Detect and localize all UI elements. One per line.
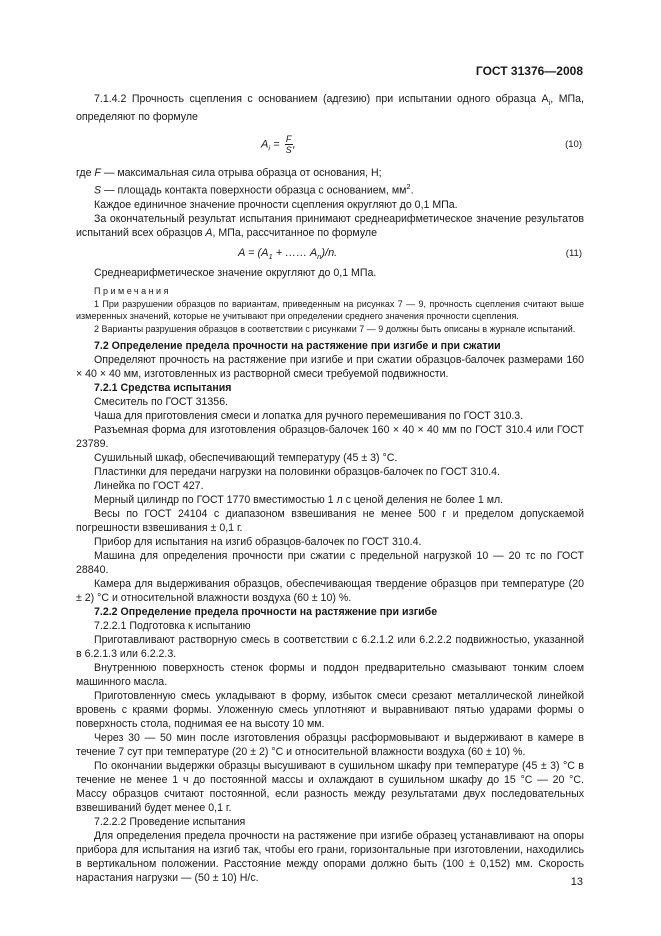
formula-10-number: (10) (565, 139, 582, 151)
rounding-rule: Каждое единичное значение прочности сцепления округляют до 0,1 МПа. (94, 198, 458, 211)
formula-11-number: (11) (565, 247, 582, 259)
definition-f: где F — максимальная сила отрыва образца от основания, Н; (76, 167, 382, 180)
equipment-item: Чаша для приготовления смеси и лопатка для ручного перемешивания по ГОСТ 310.3. (94, 410, 524, 423)
equipment-item: Машина для определения прочности при сжатии с предельной нагрузкой 10 — 20 тс по ГОСТ 28840. (76, 550, 584, 577)
document-body (76, 92, 584, 885)
equipment-item: Весы по ГОСТ 24104 с диапазоном взвешивания не менее 500 г и пределом допускаемой погрешности взвешивания ± 0,1 г. (76, 508, 584, 535)
note-1: 1 При разрушении образцов по вариантам, приведенным на рисунках 7 — 9, прочность сцепления считают выше измеренных значений, которые не учитывают при определении среднего значения прочности сцепления. (76, 298, 584, 322)
section-7-2-intro: Определяют прочность на растяжение при изгибе и при сжатии образцов-балочек размерами 160 × 40 × 40 мм, изготовленных из растворной смеси требуемой подвижности. (76, 354, 584, 381)
preparation-paragraph: Внутреннюю поверхность стенок формы и поддон предварительно смазывают тонким слоем машинного масла. (76, 662, 584, 689)
preparation-paragraph: Приготавливают растворную смесь в соответствии с 6.2.1.2 или 6.2.2.2 подвижностью, указанной в 6.2.1.3 или 6.2.2.3. (76, 634, 584, 661)
section-7-2-2-1-title: 7.2.2.1 Подготовка к испытанию (94, 620, 251, 633)
document-header: ГОСТ 31376—2008 (475, 64, 583, 78)
section-7-2-1-title: 7.2.1 Средства испытания (94, 382, 232, 395)
paragraph-7-1-4-2: 7.1.4.2 Прочность сцепления с основанием (адгезию) при испытании одного образца $A_i$, МПа, определяют по формуле (76, 93, 584, 124)
equipment-item: Сушильный шкаф, обеспечивающий температуру (45 ± 3) °С. (94, 452, 398, 465)
page-number: 13 (570, 876, 583, 888)
section-7-2-title: 7.2 Определение предела прочности на растяжение при изгибе и при сжатии (94, 340, 501, 353)
preparation-paragraph: Через 30 — 50 мин после изготовления образцы расформовывают и выдерживают в камере в течение 7 сут при температуре (20 ± 2) °С и относительной влажности воздуха (60 ± 10) %. (76, 732, 584, 759)
formula-10-expression: $A_i$ = $\frac{F}{S}$ , (261, 134, 296, 156)
note-2: 2 Варианты разрушения образцов в соответствии с рисунками 7 — 9 должны быть описаны в журнале испытаний. (94, 323, 576, 334)
equipment-item: Смеситель по ГОСТ 31356. (94, 396, 229, 409)
formula-11-expression: $A = (A_1$ + …… $A_n)/n$. (238, 246, 338, 261)
equipment-item: Мерный цилиндр по ГОСТ 1770 вместимостью 1 л с ценой деления не более 1 мл. (94, 494, 504, 507)
testing-paragraph: Для определения предела прочности на растяжение при изгибе образец устанавливают на опоры прибора для испытания на изгиб так, чтобы его грани, горизонтальные при изготовлении, находились в вертикальном положении. Расстояние между опорами должно быть (100 ± 0,152) мм. Скорость нарастания нагрузки — (50 ± 10) Н/с. (76, 830, 584, 885)
section-7-2-2-title: 7.2.2 Определение предела прочности на растяжение при изгибе (94, 606, 438, 619)
definition-s: S — площадь контакта поверхности образца с основанием, $мм^2$. (94, 182, 414, 197)
formula-10 (76, 128, 584, 162)
formula-11 (76, 244, 584, 262)
equipment-item: Линейка по ГОСТ 427. (94, 480, 204, 493)
equipment-item: Разъемная форма для изготовления образцов-балочек 160 × 40 × 40 мм по ГОСТ 310.4 или ГОСТ 23789. (76, 424, 584, 451)
equipment-item: Пластинки для передачи нагрузки на половинки образцов-балочек по ГОСТ 310.4. (94, 466, 500, 479)
notes-heading: Примечания (94, 285, 171, 296)
final-result-paragraph: За окончательный результат испытания принимают среднеарифметическое значение результатов испытаний всех образцов A, МПа, рассчитанное по формуле (76, 212, 584, 239)
equipment-item: Прибор для испытания на изгиб образцов-балочек по ГОСТ 310.4. (94, 536, 422, 549)
equipment-item: Камера для выдерживания образцов, обеспечивающая твердение образцов при температуре (20 ± 2) °С и относительной влажности воздуха (60 ± 10) %. (76, 578, 584, 605)
preparation-paragraph: По окончании выдержки образцы высушивают в сушильном шкафу при температуре (45 ± 3) °С в течение не менее 1 ч до постоянной массы и охлаждают в сушильном шкафу до 15 °С — 20 °С. Массу образцов считают постоянной, если разность между результатами двух последовательных взвешиваний будет менее 0,1 г. (76, 760, 584, 815)
average-rounding: Среднеарифметическое значение округляют до 0,1 МПа. (94, 266, 377, 279)
preparation-paragraph: Приготовленную смесь укладывают в форму, избыток смеси срезают металлической линейкой вровень с краями формы. Уложенную смесь уплотняют и выравнивают пятью ударами формы о поверхность стола, поднимая ее на высоту 10 мм. (76, 690, 584, 731)
section-7-2-2-2-title: 7.2.2.2 Проведение испытания (94, 816, 246, 829)
